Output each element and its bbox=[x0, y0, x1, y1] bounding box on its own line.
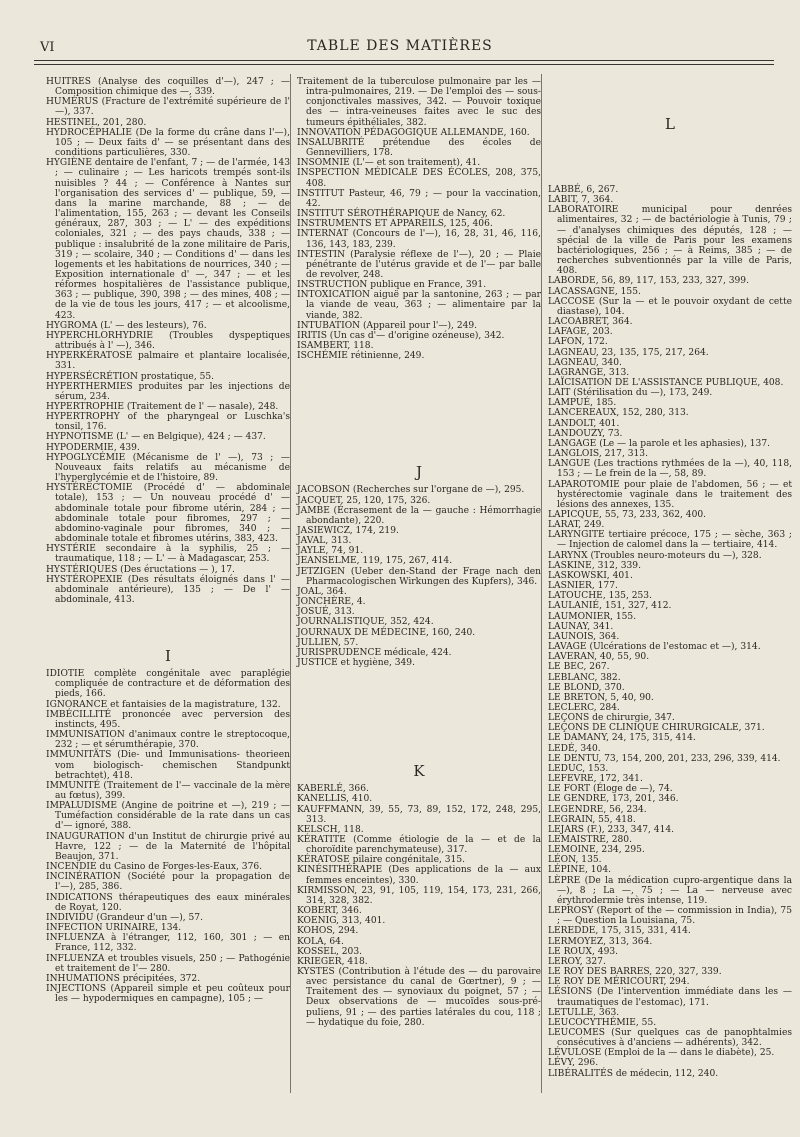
index-entry: INDIVIDU (Grandeur d'un —), 57. bbox=[46, 912, 203, 923]
index-entry: JOSUÉ, 313. bbox=[297, 607, 355, 618]
index-entry: INTESTIN (Paralysie réflexe de l'—), 20 ; — Plaie pénétrante de l'utérus gravide et de l'— par balle de revolver, 248. bbox=[297, 249, 541, 280]
index-entry: LÉVY, 296. bbox=[548, 1058, 599, 1069]
index-entry: INFECTION URINAIRE, 134. bbox=[46, 923, 182, 934]
index-entry: HYSTÉROPEXIE (Des résultats éloignés dans l' — abdominale antérieure), 135 ; — De l' — abdominale, 413. bbox=[46, 574, 290, 605]
index-entry: JOURNALISTIQUE, 352, 424. bbox=[297, 617, 434, 628]
section-l bbox=[548, 185, 792, 1079]
index-entry: LAUNOIS, 364. bbox=[548, 631, 620, 642]
index-entry: LÉON, 135. bbox=[548, 855, 602, 866]
index-entry: KOBERT, 346. bbox=[297, 906, 362, 917]
index-entry: LASKOWSKI, 401. bbox=[548, 570, 633, 581]
index-entry: HUITRES (Analyse des coquilles d'—), 247 ; — Composition chimique des —, 339. bbox=[46, 77, 290, 98]
index-entry: LEDUC, 153. bbox=[548, 763, 609, 774]
index-entry: INSTRUMENTS ET APPAREILS, 125, 406. bbox=[297, 219, 493, 230]
index-entry: KAUFFMANN, 39, 55, 73, 89, 152, 172, 248, 295, 313. bbox=[297, 804, 541, 825]
index-entry: LEÇONS DE CLINIQUE CHIRURGICALE, 371. bbox=[548, 723, 765, 734]
index-entry: INJECTIONS (Appareil simple et peu coûteux pour les — hypodermiques en campagne), 105 ; — bbox=[46, 983, 290, 1005]
index-entry: KINÉSITHÉRAPIE (Des applications de la — aux femmes enceintes), 330. bbox=[297, 865, 541, 886]
index-entry: LANCEREAUX, 152, 280, 313. bbox=[548, 408, 689, 419]
section-j bbox=[297, 485, 541, 668]
index-entry: LABBÉ, 6, 267. bbox=[548, 185, 619, 195]
index-entry: LANGAGE (Le — la parole et les aphasies), 137. bbox=[548, 438, 770, 449]
index-entry: INCINÉRATION (Société pour la propagation de l'—), 285, 386. bbox=[46, 872, 290, 893]
index-entry: LAFON, 172. bbox=[548, 337, 608, 348]
index-entry: LÉSIONS (De l'intervention immédiate dans les — traumatiques de l'estomac), 171. bbox=[548, 987, 792, 1008]
index-entry: LAULANIÉ, 151, 327, 412. bbox=[548, 601, 672, 612]
index-entry: LÉPINE, 104. bbox=[548, 865, 612, 876]
index-entry: HYGROMA (L' — des lesteurs), 76. bbox=[46, 320, 207, 331]
index-entry: KIRMISSON, 23, 91, 105, 119, 154, 173, 231, 266, 314, 328, 382. bbox=[297, 885, 541, 906]
index-entry: JOAL, 364. bbox=[297, 586, 347, 597]
index-entry: HYSTÉRECTOMIE (Procédé d' — abdominale totale), 153 ; — Un nouveau procédé d' — abdominale totale pour fibrome utérin, 284 ; — abdominale totale pour fibromes, 297 ; — abdomino-vaginale pour fibromes, 340 ; — abdominale totale et fibromes utérins, 383, 423. bbox=[46, 483, 290, 545]
index-entry: KOLA, 64. bbox=[297, 936, 344, 947]
index-entry: IMBÉCILLITÉ prononcée avec perversion des instincts, 495. bbox=[46, 709, 290, 730]
index-entry: INSALUBRITÉ prétendue des écoles de Gennevilliers, 178. bbox=[297, 137, 541, 159]
index-entry: LEJARS (F.), 233, 347, 414. bbox=[548, 824, 675, 835]
index-entry: INDICATIONS thérapeutiques des eaux minérales de Royat, 120. bbox=[46, 892, 290, 913]
index-entry: LÈPRE (De la médication cupro-argentique dans la —), 8 ; La —, 75 ; — La — nerveuse avec érythrodermie très intense, 119. bbox=[548, 875, 792, 906]
index-entry: KÉRATITE (Comme étiologie de la — et de la choroïdite parenchymateuse), 317. bbox=[297, 834, 541, 856]
index-entry: LEDÉ, 340. bbox=[548, 743, 601, 754]
index-entry: HYPERTHERMIES produites par les injections de sérum, 234. bbox=[46, 381, 290, 402]
index-entry: LARYNX (Troubles neuro-moteurs du —), 328. bbox=[548, 550, 762, 561]
index-entry: INAUGURATION d'un Institut de chirurgie privé au Havre, 122 ; — de la Maternité de l'hôpital Beaujon, 371. bbox=[46, 831, 290, 862]
index-entry: LEPROSY (Report of the — commission in India), 75 ; — Question la Louisiana, 75. bbox=[548, 906, 792, 927]
index-entry: LEREDDE, 175, 315, 331, 414. bbox=[548, 926, 691, 937]
index-column-3 bbox=[548, 77, 792, 1079]
index-entry: HYPERKÉRATOSE palmaire et plantaire localisée, 331. bbox=[46, 351, 290, 372]
index-entry: LAVAGE (Ulcérations de l'estomac et —), 314. bbox=[548, 642, 761, 653]
index-entry: LACCOSE (Sur la — et le pouvoir oxydant de cette diastase), 104. bbox=[548, 296, 792, 317]
index-entry: JAYLE, 74, 91. bbox=[297, 546, 364, 557]
index-entry: JETZIGEN (Ueber den-Stand der Frage nach den Pharmacologischen Wirkungen des Kupfers), 346. bbox=[297, 566, 541, 587]
index-entry: INTUBATION (Appareil pour l'—), 249. bbox=[297, 320, 478, 331]
index-entry: LÉVULOSE (Emploi de la — dans le diabète), 25. bbox=[548, 1048, 775, 1059]
index-entry: LEMOINE, 234, 295. bbox=[548, 845, 645, 856]
index-entry: JAVAL, 313. bbox=[297, 536, 352, 547]
index-entry: INTERNAT (Concours de l'—), 16, 28, 31, 46, 116, 136, 143, 183, 239. bbox=[297, 229, 541, 250]
index-entry: LAMPUÉ, 185. bbox=[548, 398, 617, 409]
index-entry: LAGNEAU, 23, 135, 175, 217, 264. bbox=[548, 347, 709, 358]
index-entry: LEBLANC, 382. bbox=[548, 672, 621, 683]
index-entry: JUSTICE et hygiène, 349. bbox=[297, 658, 415, 669]
index-entry: LE GENDRE, 173, 201, 346. bbox=[548, 794, 679, 805]
index-column-1 bbox=[46, 77, 290, 1004]
index-entry: INSTRUCTION publique en France, 391. bbox=[297, 280, 487, 291]
index-entry: LAPAROTOMIE pour plaie de l'abdomen, 56 ; — et hystérectomie vaginale dans le traitement des lésions des annexes, 135. bbox=[548, 479, 792, 510]
page-number: VI bbox=[40, 40, 55, 55]
index-entry: JEANSELME, 119, 175, 267, 414. bbox=[297, 556, 453, 567]
section-k bbox=[297, 784, 541, 1028]
column-divider-left bbox=[290, 74, 291, 1093]
index-entry: KOSSEL, 203. bbox=[297, 946, 363, 957]
index-entry: LANDOLT, 401. bbox=[548, 418, 620, 429]
index-entry: HYSTÉRIE secondaire à la syphilis, 25 ; — traumatique, 118 ; — L' — à Madagascar, 253. bbox=[46, 544, 290, 565]
index-entry: JAMBE (Écrasement de la — gauche : Hémorrhagie abondante), 220. bbox=[297, 505, 541, 526]
index-entry: LAPICQUE, 55, 73, 233, 362, 400. bbox=[548, 510, 707, 520]
index-entry: IRITIS (Un cas d'— d'origine ozéneuse), 342. bbox=[297, 330, 505, 341]
index-entry: LAUMONIER, 155. bbox=[548, 611, 637, 622]
index-entry: INHUMATIONS précipitées, 372. bbox=[46, 973, 201, 984]
index-entry: JONCHÈRE, 4. bbox=[297, 597, 366, 608]
index-entry: IGNORANCE et fantaisies de la magistrature, 132. bbox=[46, 699, 281, 710]
index-entry: HYPOGLYCÉMIE (Mécanisme de l' —), 73 ; — Nouveaux faits relatifs au mécanisme de l'hyperglycémie et de l'histoire, 89. bbox=[46, 452, 290, 484]
index-entry: INSPECTION MÉDICALE DES ÉCOLES, 208, 375, 408. bbox=[297, 168, 541, 189]
index-entry: LEGENDRE, 56, 234. bbox=[548, 804, 647, 815]
index-entry: LEGRAIN, 55, 418. bbox=[548, 814, 636, 825]
index-entry: LERMOYEZ, 313, 364. bbox=[548, 936, 653, 947]
index-entry: HYPERCHLORHYDRIE (Troubles dyspeptiques attribués à l' —), 346. bbox=[46, 330, 290, 352]
index-entry: LE BLOND, 370. bbox=[548, 682, 625, 693]
index-entry: LECLERC, 284. bbox=[548, 702, 620, 713]
index-entry: LEROY, 327. bbox=[548, 956, 606, 967]
index-entry: Traitement de la tuberculose pulmonaire par les — intra-pulmonaires, 219. — De l'emploi des — sous-conjonctivales massives, 342. — Pouvoir toxique des — intra-veineuses faites avec le suc des tumeurs épithéliales, 382. bbox=[297, 77, 541, 128]
index-entry: HYPERTROPHIE (Traitement de l' — nasale), 248. bbox=[46, 402, 279, 412]
index-entry: LAGRANGE, 313. bbox=[548, 367, 630, 378]
index-entry: HYGIÈNE dentaire de l'enfant, 7 ; — de l'armée, 143 ; — culinaire ; — Les haricots trempés sont-ils nuisibles ? 44 ; — Conférence à Nantes sur l'organisation des services d' — publique, 59, — dans la marine marchande, 88 ; — de l'alimentation, 155, 263 ; — devant les Conseils généraux, 287, 303 ; — L' — des expéditions coloniales, 321 ; — des pays chauds, 338 ; — publique : insalubrité de la zone militaire de Paris, 319 ; — scolaire, 340 ; — Conditions d' — dans les logements et les habitations de nourrices, 340 ; — Exposition internationale d' —, 347 ; — et les réformes hospitalières de l'assistance publique, 363 ; — publique, 390, 398 ; — des mines, 408 ; — de la vie de tous les jours, 417 ; — et alcoolisme, 423. bbox=[46, 158, 290, 321]
index-entry: JULLIEN, 57. bbox=[297, 637, 359, 648]
index-entry: LAIT (Stérilisation du —), 173, 249. bbox=[548, 388, 713, 399]
index-entry: LE ROY DES BARRES, 220, 327, 339. bbox=[548, 967, 722, 978]
index-entry: LAVERAN, 40, 55, 90. bbox=[548, 652, 650, 663]
index-entry: ISCHÉMIE rétinienne, 249. bbox=[297, 351, 425, 362]
index-entry: LABORATOIRE municipal pour denrées alimentaires, 32 ; — de bactériologie à Tunis, 79 ; — d'analyses chimiques des députés, 128 ; — spécial de la ville de Paris pour les examens bactériologiques, 256 ; — à Reims, 385 ; — de recherches subventionnés par la ville de Paris, 408. bbox=[548, 205, 792, 277]
index-entry: IDIOTIE complète congénitale avec paraplégie compliquée de contracture et de déformation des pieds, 166. bbox=[46, 669, 290, 700]
section-i bbox=[46, 669, 290, 1004]
index-entry: LACASSAGNE, 155. bbox=[548, 286, 641, 297]
index-entry: LATOUCHE, 135, 253. bbox=[548, 591, 652, 602]
section-letter-i: I bbox=[165, 647, 171, 666]
index-entry: HYPODERMIE, 439. bbox=[46, 442, 140, 453]
index-entry: INCENDIE du Casino de Forges-les-Eaux, 376. bbox=[46, 862, 263, 873]
index-entry: LE DENTU, 73, 154, 200, 201, 233, 296, 339, 414. bbox=[548, 753, 781, 764]
index-entry: LAGNEAU, 340. bbox=[548, 357, 622, 368]
index-entry: KYSTES (Contribution à l'étude des — du parovaire avec persistance du canal de Gœrtner), 9 ; — Traitement des — synoviaux du poignet, 57 ; — Deux observations de — mucoïdes sous-pré-puliens, 91 ; — des parties latérales du cou, 118 ; — hydatique du foie, 280. bbox=[297, 967, 541, 1028]
index-entry: KOENIG, 313, 401. bbox=[297, 916, 386, 927]
section-i-continued bbox=[297, 77, 541, 361]
index-entry: LACOABRET, 364. bbox=[548, 317, 633, 328]
index-entry: IMPALUDISME (Angine de poitrine et —), 219 ; — Tuméfaction considérable de la rate dans un cas d'— ignoré, 388. bbox=[46, 801, 290, 832]
index-entry: LANDOUZY, 73. bbox=[548, 428, 623, 439]
index-entry: LABORDE, 56, 89, 117, 153, 233, 327, 399. bbox=[548, 276, 749, 287]
section-letter-k: K bbox=[413, 762, 425, 781]
index-entry: LASKINE, 312, 339. bbox=[548, 560, 641, 571]
index-entry: INSOMNIE (L'— et son traitement), 41. bbox=[297, 158, 481, 169]
index-entry: LANGLOIS, 217, 313. bbox=[548, 449, 648, 460]
index-entry: HYSTÉRIQUES (Des éructations — ), 17. bbox=[46, 564, 235, 575]
index-entry: IMMUNISATION d'animaux contre le streptocoque, 232 ; — et sérumthérapie, 370. bbox=[46, 730, 290, 751]
index-entry: LEFEVRE, 172, 341. bbox=[548, 774, 643, 785]
index-entry: HYPERSÉCRÉTION prostatique, 55. bbox=[46, 371, 215, 382]
index-entry: KOHOS, 294. bbox=[297, 926, 359, 937]
index-entry: HYPNOTISME (L' — en Belgique), 424 ; — 437. bbox=[46, 432, 266, 443]
index-entry: LAFAGE, 203. bbox=[548, 327, 613, 338]
index-entry: LARAT, 249. bbox=[548, 520, 605, 531]
index-entry: LASNIER, 177. bbox=[548, 581, 618, 592]
index-entry: HESTINEL, 201, 280. bbox=[46, 117, 147, 128]
index-entry: INFLUENZA et troubles visuels, 250 ; — Pathogénie et traitement de l'— 280. bbox=[46, 953, 290, 974]
index-entry: INNOVATION PÉDAGOGIQUE ALLEMANDE, 160. bbox=[297, 127, 530, 138]
index-entry: LE BEC, 267. bbox=[548, 662, 610, 673]
index-entry: LEÇONS de chirurgie, 347. bbox=[548, 713, 675, 724]
index-entry: INSTITUT SÉROTHÉRAPIQUE de Nancy, 62. bbox=[297, 209, 506, 220]
index-entry: KÉRATOSE pilaire congénitale, 315. bbox=[297, 855, 466, 866]
section-letter-l: L bbox=[665, 115, 675, 133]
index-entry: IMMUNITÄTS (Die- und Immunisations- theorieen vom biologisch- chemischen Standpunkt betrachtet), 418. bbox=[46, 750, 290, 781]
index-entry: JOURNAUX DE MÉDECINE, 160, 240. bbox=[297, 627, 476, 638]
index-entry: LAÏCISATION DE L'ASSISTANCE PUBLIQUE, 408. bbox=[548, 377, 784, 388]
index-column-2 bbox=[297, 77, 541, 1028]
index-entry: LEUCOCYTHÉMIE, 55. bbox=[548, 1017, 657, 1028]
index-entry: INTOXICATION aiguë par la santonine, 263 ; — par la viande de veau, 363 ; — alimentaire par la viande, 382. bbox=[297, 290, 541, 321]
index-entry: INFLUENZA à l'étranger, 112, 160, 301 ; — en France, 112, 332. bbox=[46, 933, 290, 954]
index-entry: LABIT, 7, 364. bbox=[548, 195, 614, 206]
index-entry: KANELLIS, 410. bbox=[297, 794, 373, 805]
index-entry: LE ROY DE MÉRICOURT, 294. bbox=[548, 977, 690, 988]
index-entry: JURISPRUDENCE médicale, 424. bbox=[297, 647, 452, 658]
index-entry: ISAMBERT, 118. bbox=[297, 341, 374, 352]
index-entry: HUMÉRUS (Fracture de l'extrémité supérieure de l' —), 337. bbox=[46, 97, 290, 118]
section-h bbox=[46, 77, 290, 605]
index-entry: LETULLE, 363. bbox=[548, 1007, 620, 1018]
page-title: TABLE DES MATIÈRES bbox=[307, 38, 493, 54]
index-entry: LANGUE (Les tractions rythmées de la —), 40, 118, 153 ; — Le frein de la —, 58, 89. bbox=[548, 459, 792, 480]
index-entry: LAUNAY, 341. bbox=[548, 621, 614, 632]
index-entry: KABERLÉ, 366. bbox=[297, 784, 369, 795]
index-entry: IMMUNITÉ (Traitement de l'— vaccinale de la mère au fœtus), 399. bbox=[46, 780, 290, 801]
header-rule-top bbox=[34, 60, 774, 61]
index-entry: LEMAISTRE, 280. bbox=[548, 835, 632, 845]
index-entry: INSTITUT Pasteur, 46, 79 ; — pour la vaccination, 42. bbox=[297, 188, 541, 209]
index-entry: KRIEGER, 418. bbox=[297, 956, 368, 967]
index-entry: LIBÉRALITÉS de médecin, 112, 240. bbox=[548, 1068, 719, 1079]
header-rule-bottom bbox=[34, 64, 774, 65]
index-entry: LE DAMANY, 24, 175, 315, 414. bbox=[548, 733, 696, 744]
index-entry: LARYNGITE tertiaire précoce, 175 ; — sèche, 363 ; — Injection de calomel dans la — tertiaire, 414. bbox=[548, 530, 792, 551]
section-letter-j: J bbox=[415, 463, 422, 482]
index-entry: HYDROCÉPHALIE (De la forme du crâne dans l'—), 105 ; — Deux faits d' — se présentant dans des conditions particulières, 330. bbox=[46, 127, 290, 159]
index-entry: HYPERTROPHY of the pharyngeal or Luschka's tonsil, 176. bbox=[46, 412, 290, 433]
index-entry: LEUCOMES (Sur quelques cas de panophtalmies consécutives à d'anciens — adhérents), 342. bbox=[548, 1027, 792, 1049]
column-divider-right bbox=[541, 74, 542, 1093]
index-entry: LE ROUX, 493. bbox=[548, 946, 619, 957]
index-entry: JACQUET, 25, 120, 175, 326. bbox=[297, 495, 431, 506]
index-entry: JASIEWICZ, 174, 219. bbox=[297, 526, 399, 536]
index-entry: JACOBSON (Recherches sur l'organe de —), 295. bbox=[297, 485, 525, 496]
index-entry: LE FORT (Éloge de —), 74. bbox=[548, 784, 673, 795]
index-entry: LE BRETON, 5, 40, 90. bbox=[548, 692, 654, 703]
index-entry: KELSCH, 118. bbox=[297, 824, 364, 835]
